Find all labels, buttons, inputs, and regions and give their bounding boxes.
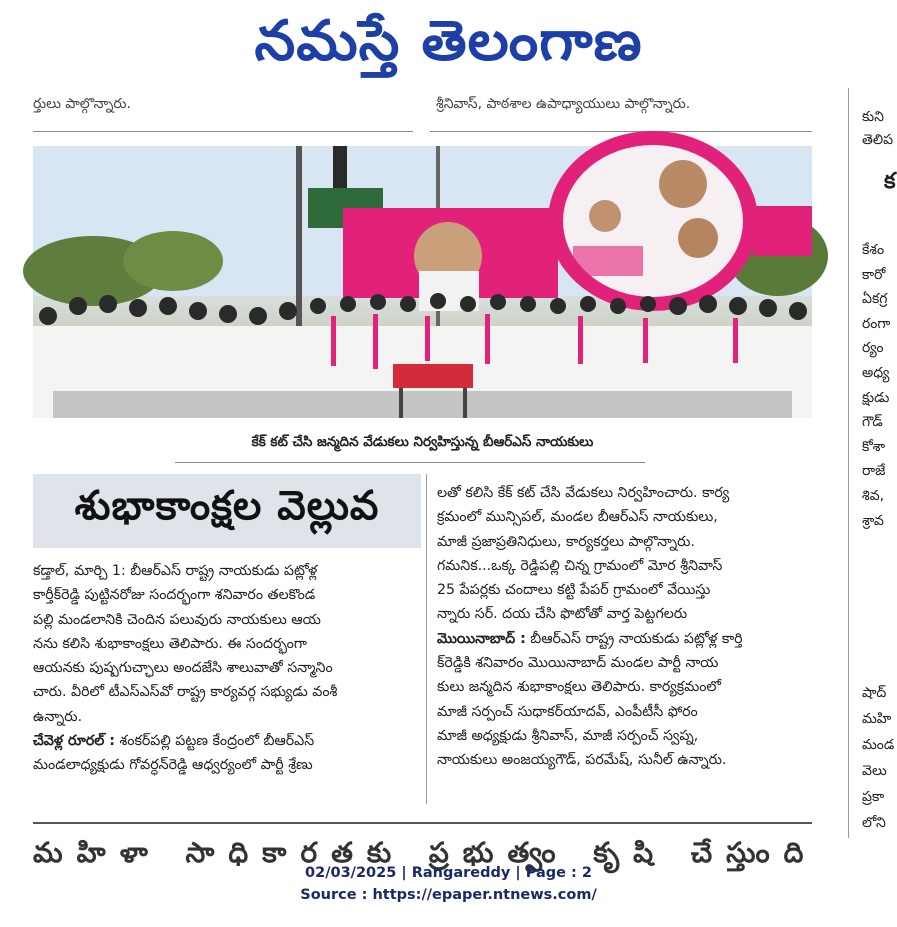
article-text: కులు జన్మదిన శుభాకాంక్షలు తెలిపారు. కార్యక్రమంలో (437, 679, 722, 696)
right-cut-line: శ్రావ (862, 512, 884, 529)
article-line (437, 602, 812, 626)
article-text: పల్లి మండలానికి చెందిన పలువురు నాయకులు ఆయ (33, 611, 321, 628)
dateline: చేవెళ్ల రూరల్ : (33, 733, 115, 750)
footer-source[interactable]: Source : https://epaper.ntnews.com/ (300, 887, 597, 903)
article-text: ఉన్నారు. (33, 708, 83, 725)
photo-caption: కేక్ కట్ చేసి జన్మదిన వేడుకలు నిర్వహిస్తున్న బీఆర్ఎస్ నాయకులు (251, 434, 594, 450)
right-cut-column-b (862, 680, 897, 836)
bottom-divider (33, 822, 812, 824)
article-text: క్రమంలో మున్సిపల్, మండల బీఆర్ఎస్ నాయకులు, (437, 509, 718, 526)
headline-box (33, 474, 421, 548)
footer-date-edition: 02/03/2025 | Rangareddy | Page : 2 (305, 865, 592, 881)
article-headline: శుభాకాంక్షల వెల్లువ (74, 483, 380, 529)
right-cut-line: లోని (862, 815, 886, 831)
article-text: బీఆర్ఎస్ రాష్ట్ర నాయకుడు పట్లోళ్ల కార్తి (525, 630, 743, 647)
divider (33, 131, 413, 132)
right-cut-line: గౌడ్ (862, 414, 883, 431)
article-line (437, 748, 812, 772)
right-cut-line: షాద్ (862, 685, 887, 701)
right-cut-line: వెలు (862, 763, 887, 779)
article-text: చారు. వీరిలో టీఎస్ఎస్‌వో రాష్ట్ర కార్యవర్గ సభ్యుడు వంశీ (33, 684, 338, 701)
right-cut-column-a (862, 238, 897, 533)
article-line (437, 651, 812, 675)
article-line (437, 554, 812, 578)
article-line (33, 559, 418, 583)
article-line (33, 608, 418, 632)
article-line (33, 632, 418, 656)
right-cut-line: కారో (862, 266, 886, 283)
article-line (33, 729, 418, 753)
event-photo (33, 146, 812, 418)
article-line (437, 627, 812, 651)
article-text: గమనిక...ఒక్క రెడ్డిపల్లి చిన్న గ్రామంలో మోర శ్రీనివాస్ (437, 557, 723, 574)
article-text: కార్తీక్‌రెడ్డి పుట్టినరోజు సందర్భంగా శనివారం తలకొండ (33, 587, 316, 604)
article-line (437, 505, 812, 529)
caption-divider (175, 462, 645, 463)
right-cut-line: మండ (862, 737, 895, 753)
dateline: మొయినాబాద్ : (437, 630, 526, 647)
article-line (437, 675, 812, 699)
photo-illustration (33, 146, 812, 418)
column-divider (426, 474, 427, 804)
article-text: శంకర్‌పల్లి పట్టణ కేంద్రంలో బీఆర్ఎస్ (114, 733, 315, 750)
article-text: ఆయనకు పుష్పగుచ్ఛాలు అందజేసి శాలువాతో సన్మానిం (33, 660, 333, 677)
article-line (33, 680, 418, 704)
right-cut-line: క్షుడు (862, 389, 890, 406)
article-line (437, 724, 812, 748)
article-text: నను కలిసి శుభాకాంక్షలు తెలిపారు. ఈ సందర్భంగా (33, 635, 307, 652)
next-headline-cut (33, 836, 818, 869)
newspaper-title: నమస్తే తెలంగాణ (254, 8, 643, 73)
article-text: నాయకులు అంజయ్యగౌడ్, పరమేష్, సునీల్ ఉన్నారు. (437, 752, 727, 769)
article-line (33, 656, 418, 680)
article-line (437, 481, 812, 505)
right-cut-line: ఏకగ్ర (862, 291, 888, 308)
right-cut-line: మహి (862, 711, 892, 727)
article-text: క్‌రెడ్డికి శనివారం మొయినాబాద్ మండల పార్టీ నాయ (437, 655, 719, 672)
page-footer (0, 862, 897, 906)
right-cut-line: ప్రకా (862, 789, 885, 805)
next-headline-text: మహిళా సాధికారతకు ప్రభుత్వం కృషి చేస్తుంది (33, 836, 818, 869)
article-text: లతో కలిసి కేక్ కట్ చేసి వేడుకలు నిర్వహించారు. కార్య (437, 485, 730, 501)
right-cut-line: కుని (862, 109, 884, 125)
newspaper-page (0, 88, 897, 869)
right-cut-line: తెలిప (862, 132, 894, 148)
masthead (0, 0, 897, 88)
article-column-2 (437, 481, 812, 773)
article-column-1 (33, 559, 418, 778)
right-cut-line: శివ, (862, 487, 885, 504)
article-line (33, 583, 418, 607)
top-cut-left: ర్తులు పాల్గొన్నారు. (33, 96, 131, 112)
divider (430, 131, 812, 132)
right-cut-heading: క (884, 169, 896, 194)
top-cut-middle: శ్రీనివాస్, పాఠశాల ఉపాధ్యాయులు పాల్గొన్నారు. (436, 96, 691, 112)
article-text: న్నారు సర్. దయ చేసి ఫొటోతో వార్త పెట్టగలరు (437, 606, 688, 623)
article-text: 25 పేపర్లకు చందాలు కట్టి పేపర్ గ్రామంలో వేయిస్తు (437, 582, 711, 599)
right-cut-line: రాజే (862, 463, 886, 480)
article-text: మాజీ ప్రజాప్రతినిధులు, కార్యకర్తలు పాల్గొన్నారు. (437, 533, 695, 550)
right-cut-column (862, 106, 897, 193)
article-line (437, 578, 812, 602)
article-text: మాజీ అధ్యక్షుడు శ్రీనివాస్, మాజీ సర్పంచ్ స్వప్న, (437, 727, 699, 744)
article-line (33, 705, 418, 729)
right-cut-line: కేశం (862, 242, 885, 258)
column-divider (848, 88, 849, 838)
article-line (33, 753, 418, 777)
right-cut-line: అధ్య (862, 364, 890, 381)
article-text: మాజీ సర్పంచ్ సుధాకర్‌యాదవ్, ఎంపీటీసీ ఫోరం (437, 703, 698, 720)
article-line (437, 530, 812, 554)
right-cut-line: కోశా (862, 438, 886, 455)
article-line (437, 700, 812, 724)
article-text: మండలాధ్యక్షుడు గోవర్ధన్‌రెడ్డి ఆధ్వర్యంలో పార్టీ శ్రేణు (33, 757, 313, 774)
right-cut-line: ర్యం (862, 340, 884, 357)
article-text: కడ్తాల్, మార్చి 1: బీఆర్ఎస్ రాష్ట్ర నాయకుడు పట్లోళ్ల (33, 563, 318, 579)
right-cut-line: రంగా (862, 315, 891, 332)
